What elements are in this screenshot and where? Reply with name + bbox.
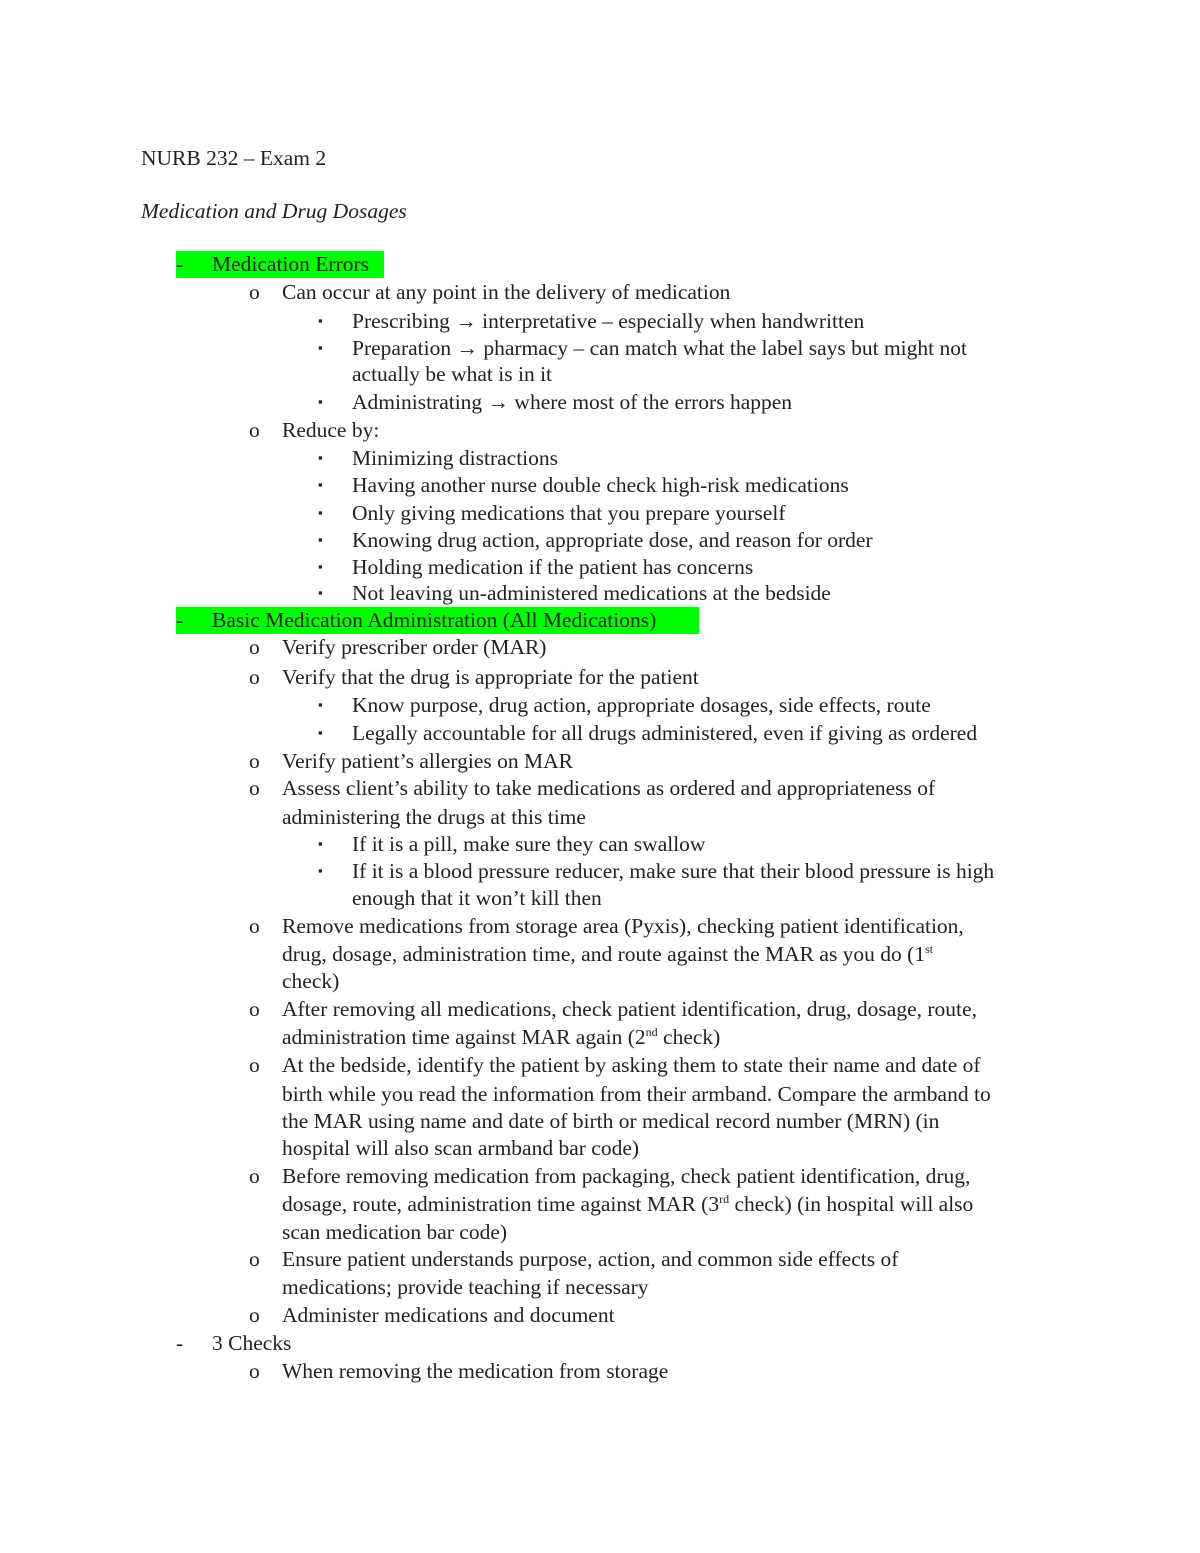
list-item: If it is a pill, make sure they can swallow: [352, 832, 706, 856]
list-item: At the bedside, identify the patient by asking them to state their name and date of: [282, 1053, 981, 1077]
list-item: After removing all medications, check patient identification, drug, dosage, route,: [282, 997, 977, 1021]
list-item: Know purpose, drug action, appropriate dosages, side effects, route: [352, 693, 931, 717]
bullet-circle: o: [249, 776, 260, 800]
bullet-square: ▪: [318, 394, 323, 409]
list-item-continued: [282, 941, 933, 967]
document-title: NURB 232 – Exam 2: [141, 146, 327, 170]
list-item-continued: check): [282, 969, 340, 993]
list-item-continued: actually be what is in it: [352, 362, 553, 386]
list-item: Legally accountable for all drugs administered, even if giving as ordered: [352, 721, 978, 745]
list-item: Knowing drug action, appropriate dose, and reason for order: [352, 528, 873, 552]
bullet-circle: o: [249, 1247, 260, 1271]
list-item: Can occur at any point in the delivery of medication: [282, 280, 731, 304]
bullet-square: ▪: [318, 450, 323, 465]
bullet-circle: o: [249, 1303, 260, 1327]
list-item: Only giving medications that you prepare yourself: [352, 501, 786, 525]
list-item: Minimizing distractions: [352, 446, 559, 470]
list-item-continued: scan medication bar code): [282, 1220, 508, 1244]
superscript: rd: [719, 1192, 730, 1206]
list-item: Before removing medication from packaging, check patient identification, drug,: [282, 1164, 971, 1188]
bullet-square: ▪: [318, 532, 323, 547]
list-item: Verify prescriber order (MAR): [282, 635, 547, 659]
list-item: Not leaving un-administered medications at the bedside: [352, 581, 831, 605]
list-item: Having another nurse double check high-risk medications: [352, 473, 849, 497]
list-item-continued: medications; provide teaching if necessary: [282, 1275, 649, 1299]
superscript: nd: [645, 1025, 658, 1039]
list-item-continued: [282, 1191, 973, 1217]
bullet-circle: o: [249, 418, 260, 442]
section-title: Medication and Drug Dosages: [141, 199, 407, 223]
heading-medication-errors: Medication Errors: [212, 252, 370, 276]
list-item: When removing the medication from storage: [282, 1359, 669, 1383]
text: check) (in hospital will also: [729, 1192, 974, 1216]
heading-basic-admin: Basic Medication Administration (All Medications): [212, 608, 657, 632]
bullet-circle: o: [249, 914, 260, 938]
bullet-square: ▪: [318, 505, 323, 520]
bullet-circle: o: [249, 997, 260, 1021]
superscript: st: [925, 942, 934, 956]
bullet-dash: -: [176, 252, 184, 276]
list-item-continued: [282, 1024, 720, 1050]
list-item: Ensure patient understands purpose, action, and common side effects of: [282, 1247, 899, 1271]
list-item-continued: hospital will also scan armband bar code): [282, 1136, 640, 1160]
bullet-dash: -: [176, 608, 184, 632]
list-item: Remove medications from storage area (Pyxis), checking patient identification,: [282, 914, 964, 938]
list-item: Administrating → where most of the errors happen: [352, 390, 793, 414]
list-item: Reduce by:: [282, 418, 380, 442]
bullet-circle: o: [249, 1164, 260, 1188]
bullet-circle: o: [249, 1053, 260, 1077]
bullet-square: ▪: [318, 863, 323, 878]
list-item: Administer medications and document: [282, 1303, 615, 1327]
text: administration time against MAR again (2: [282, 1025, 646, 1049]
bullet-square: ▪: [318, 477, 323, 492]
text: check): [657, 1025, 721, 1049]
bullet-square: ▪: [318, 313, 323, 328]
bullet-square: ▪: [318, 697, 323, 712]
list-item: Assess client’s ability to take medications as ordered and appropriateness of: [282, 776, 936, 800]
list-item-continued: administering the drugs at this time: [282, 805, 586, 829]
bullet-square: ▪: [318, 559, 323, 574]
list-item: Holding medication if the patient has concerns: [352, 555, 754, 579]
bullet-square: ▪: [318, 725, 323, 740]
list-item: Preparation → pharmacy – can match what the label says but might not: [352, 336, 967, 360]
bullet-circle: o: [249, 749, 260, 773]
bullet-circle: o: [249, 665, 260, 689]
bullet-square: ▪: [318, 585, 323, 600]
list-item-continued: enough that it won’t kill then: [352, 886, 602, 910]
text: dosage, route, administration time against MAR (3: [282, 1192, 720, 1216]
bullet-circle: o: [249, 280, 260, 304]
list-item: Prescribing → interpretative – especially when handwritten: [352, 309, 865, 333]
bullet-dash: -: [176, 1331, 184, 1355]
list-item-continued: birth while you read the information from their armband. Compare the armband to: [282, 1082, 991, 1106]
bullet-square: ▪: [318, 836, 323, 851]
list-item: If it is a blood pressure reducer, make sure that their blood pressure is high: [352, 859, 995, 883]
bullet-circle: o: [249, 1359, 260, 1383]
list-item-continued: the MAR using name and date of birth or medical record number (MRN) (in: [282, 1109, 940, 1133]
text: drug, dosage, administration time, and route against the MAR as you do (1: [282, 942, 926, 966]
bullet-square: ▪: [318, 340, 323, 355]
list-item: Verify that the drug is appropriate for the patient: [282, 665, 699, 689]
bullet-circle: o: [249, 635, 260, 659]
heading-3-checks: 3 Checks: [212, 1331, 292, 1355]
list-item: Verify patient’s allergies on MAR: [282, 749, 573, 773]
